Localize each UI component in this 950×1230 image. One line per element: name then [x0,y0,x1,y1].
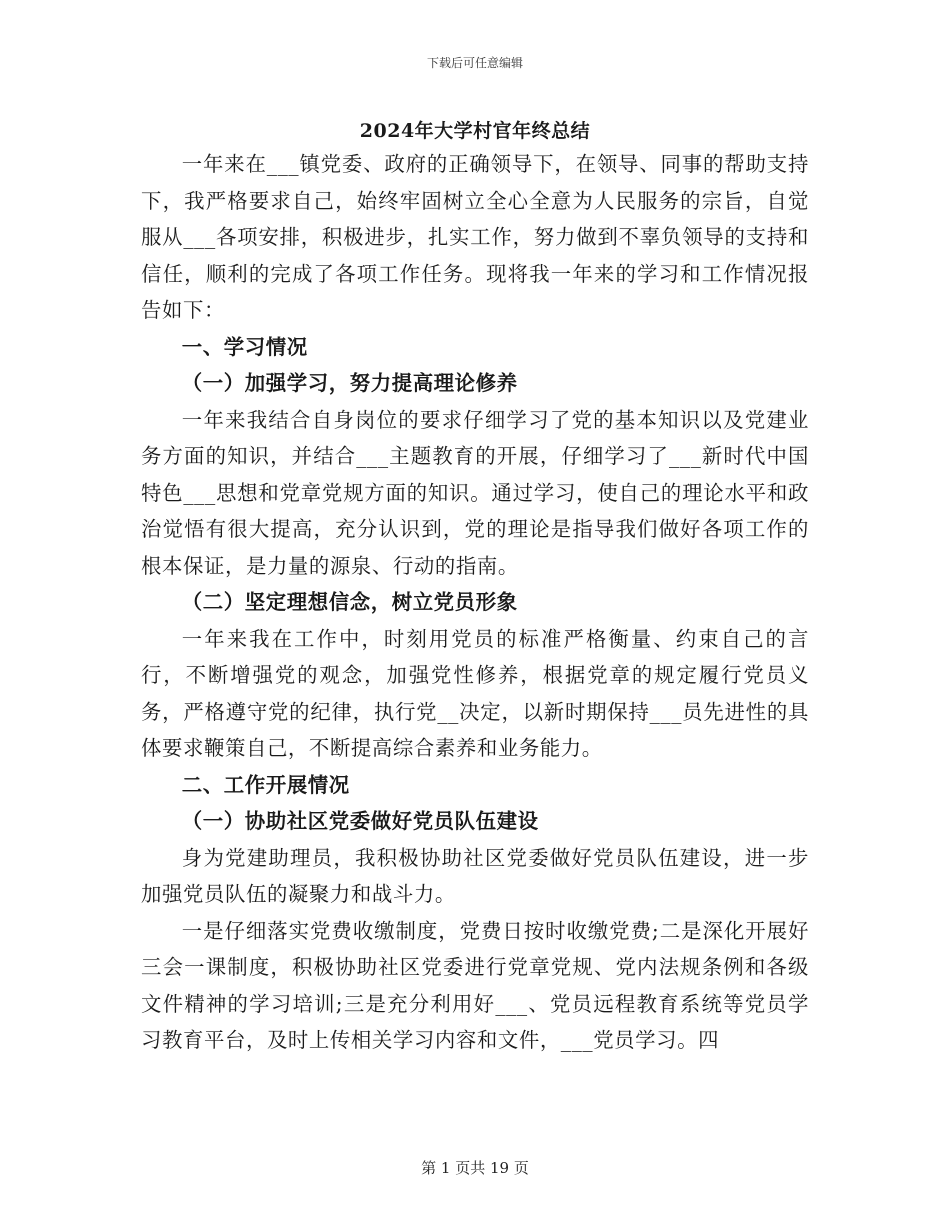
paragraph-party-team: 身为党建助理员，我积极协助社区党委做好党员队伍建设，进一步加强党员队伍的凝聚力和战斗力。 [141,845,809,906]
page-footer: 第 1 页共 19 页 [421,1159,529,1177]
heading-subsection-1-2: （二）坚定理想信念，树立党员形象 [181,590,518,614]
paragraph-measures: 一是仔细落实党费收缴制度，党费日按时收缴党费;二是深化开展好三会一课制度，积极协助社区党委进行党章党规、党内法规条例和各级文件精神的学习培训;三是充分利用好___、党员远程教育系统等党员学习教育平台，及时上传相关学习内容和文件，___党员学习。四 [141,918,809,1052]
paragraph-intro: 一年来在___镇党委、政府的正确领导下，在领导、同事的帮助支持下，我严格要求自己，始终牢固树立全心全意为人民服务的宗旨，自觉服从___各项安排，积极进步，扎实工作，努力做到不辜负领导的支持和信任，顺利的完成了各项工作任务。现将我一年来的学习和工作情况报告如下： [141,152,809,322]
document-title: 2024年大学村官年终总结 [359,120,591,142]
heading-subsection-2-1: （一）协助社区党委做好党员队伍建设 [181,809,539,833]
header-note: 下载后可任意编辑 [426,56,523,70]
heading-subsection-1-1: （一）加强学习，努力提高理论修养 [181,371,518,395]
paragraph-study: 一年来我结合自身岗位的要求仔细学习了党的基本知识以及党建业务方面的知识，并结合___主题教育的开展，仔细学习了___新时代中国特色___思想和党章党规方面的知识。通过学习，使自己的理论水平和政治觉悟有很大提高，充分认识到，党的理论是指导我们做好各项工作的根本保证，是力量的源泉、行动的指南。 [141,407,809,578]
paragraph-ideals: 一年来我在工作中，时刻用党员的标准严格衡量、约束自己的言行，不断增强党的观念，加强党性修养，根据党章的规定履行党员义务，严格遵守党的纪律，执行党__决定，以新时期保持___员先进性的具体要求鞭策自己，不断提高综合素养和业务能力。 [141,626,809,760]
heading-section-1: 一、学习情况 [181,334,308,359]
document-body [141,146,809,1059]
heading-section-2: 二、工作开展情况 [181,772,350,797]
